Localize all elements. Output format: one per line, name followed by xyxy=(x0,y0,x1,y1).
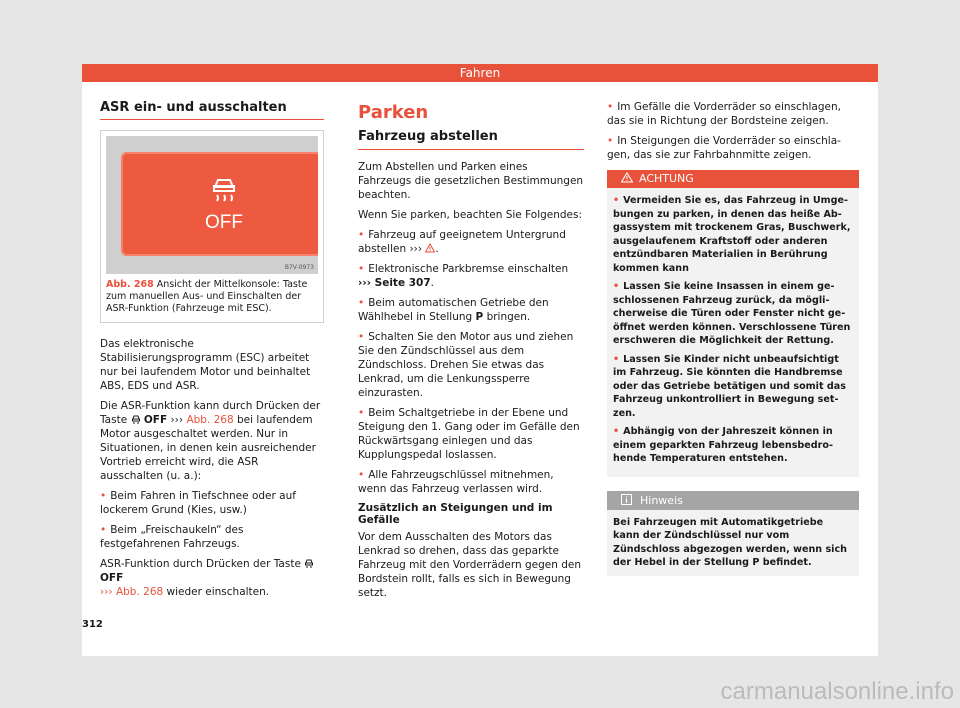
figure-image xyxy=(106,136,318,274)
section-title-asr: ASR ein- und ausschalten xyxy=(100,100,324,120)
list-item: • Beim automatischen Getriebe den Wählhebel in Stellung P bringen. xyxy=(358,296,584,324)
note-box xyxy=(607,491,859,576)
paragraph: Das elektronische Stabilisierungsprogramm (ESC) arbeitet nur bei laufendem Motor und beinhaltet ABS, EDS und ASR. xyxy=(100,338,311,392)
list-item: • In Steigungen die Vorderräder so einschlagen, das sie zur Fahrbahnmitte zeigen. xyxy=(607,134,859,162)
warning-item: • Abhängig von der Jahreszeit können in einem geparkten Fahrzeug lebensbedrohende Temperaturen entstehen. xyxy=(613,425,851,466)
middle-column xyxy=(358,100,584,606)
note-text: Bei Fahrzeugen mit Automatikgetriebe kann der Zündschlüssel nur vom Zündschloss abgezogen werden, wenn sich der Hebel in der Stellung P befindet. xyxy=(613,516,847,568)
figure-code: B7V-0973 xyxy=(284,264,314,271)
asr-off-button-illustration xyxy=(121,152,318,256)
paragraph: Vor dem Ausschalten des Motors das Lenkrad so drehen, dass das geparkte Fahrzeug mit den Vorderrädern gegen den Bordstein rollt, falls es sich in Bewegung setzt. xyxy=(358,531,582,599)
watermark: carmanualsonline.info xyxy=(720,678,954,705)
traction-control-icon xyxy=(304,558,314,568)
traction-control-icon xyxy=(209,173,239,203)
chapter-title: Parken xyxy=(358,102,429,123)
list-item: • Alle Fahrzeugschlüssel mitnehmen, wenn das Fahrzeug verlassen wird. xyxy=(358,468,584,496)
subheading: Zusätzlich an Steigungen und im Gefälle xyxy=(358,502,553,526)
page-number: 312 xyxy=(82,619,103,630)
info-icon xyxy=(621,494,632,505)
off-label: OFF xyxy=(205,212,243,233)
right-column xyxy=(607,100,859,576)
list-item: • Elektronische Parkbremse einschalten ››› Seite 307. xyxy=(358,262,584,290)
note-body xyxy=(607,510,859,576)
list-item: • Fahrzeug auf geeignetem Untergrund abstellen ››› . xyxy=(358,228,584,256)
warning-triangle-icon xyxy=(621,172,633,183)
warning-box xyxy=(607,170,859,477)
figure-caption: Abb. 268 Ansicht der Mittelkonsole: Taste zum manuellen Aus- und Einschalten der ASR-Funktion (Fahrzeuge mit ESC). xyxy=(106,279,308,314)
chapter-header: Fahren xyxy=(82,64,878,82)
note-header: Hinweis xyxy=(607,491,859,510)
warning-item: • Lassen Sie keine Insassen in einem geschlossenen Fahrzeug zurück, da möglicherweise die Türen oder Fenster nicht geöffnet werden können. Verschlossene Türen erschweren die Möglichkeit der Rettung. xyxy=(613,280,851,348)
warning-item: • Lassen Sie Kinder nicht unbeaufsichtigt im Fahrzeug. Sie könnten die Handbremse oder das Getriebe betätigen und somit das Fahrzeug unkontrolliert in Bewegung setzen. xyxy=(613,353,851,421)
left-column xyxy=(100,100,324,605)
list-item: • Beim Fahren in Tiefschnee oder auf lockerem Grund (Kies, usw.) xyxy=(100,489,324,517)
figure-link[interactable]: Abb. 268 xyxy=(115,586,164,598)
list-item: • Beim Schaltgetriebe in der Ebene und Steigung den 1. Gang oder im Gefälle den Rückwärtsgang einlegen und das Kupplungspedal loslassen. xyxy=(358,406,584,462)
list-item: • Im Gefälle die Vorderräder so einschlagen, das sie in Richtung der Bordsteine zeigen. xyxy=(607,100,859,128)
warning-item: • Vermeiden Sie es, das Fahrzeug in Umgebungen zu parken, in denen das heiße Abgassystem mit trockenem Gras, Buschwerk, ausgelaufenem Kraftstoff oder anderen entzündbaren Materialien in Berührung kommen kann xyxy=(613,194,851,275)
page-link[interactable]: ››› Seite 307 xyxy=(358,277,431,289)
warning-header: ACHTUNG xyxy=(607,170,859,188)
traction-control-icon xyxy=(131,414,141,424)
figure-ref: Abb. 268 xyxy=(106,279,154,290)
figure-268 xyxy=(100,130,324,323)
manual-page xyxy=(82,64,878,656)
paragraph: Zum Abstellen und Parken eines Fahrzeugs die gesetzlichen Bestimmungen beachten. xyxy=(358,161,584,201)
section-title-parking: Fahrzeug abstellen xyxy=(358,129,584,150)
paragraph: Wenn Sie parken, beachten Sie Folgendes: xyxy=(358,209,583,221)
figure-link[interactable]: Abb. 268 xyxy=(186,414,234,426)
paragraph: Die ASR-Funktion kann durch Drücken der Taste OFF ››› Abb. 268 bei laufendem Motor ausgeschaltet werden. Nur in Situationen, in denen kein ausreichender Vortrieb erreicht wird, die ASR ausschalten (u. a.): xyxy=(100,400,321,482)
paragraph: ASR-Funktion durch Drücken der Taste OFF ››› Abb. 268 wieder einschalten. xyxy=(100,557,324,599)
warning-body xyxy=(607,188,859,477)
list-item: • Schalten Sie den Motor aus und ziehen Sie den Zündschlüssel aus dem Zündschloss. Drehen Sie etwas das Lenkrad, um die Lenkungssperre einzurasten. xyxy=(358,330,584,400)
warning-triangle-icon xyxy=(425,243,435,253)
list-item: • Beim „Freischaukeln“ des festgefahrenen Fahrzeugs. xyxy=(100,523,324,551)
